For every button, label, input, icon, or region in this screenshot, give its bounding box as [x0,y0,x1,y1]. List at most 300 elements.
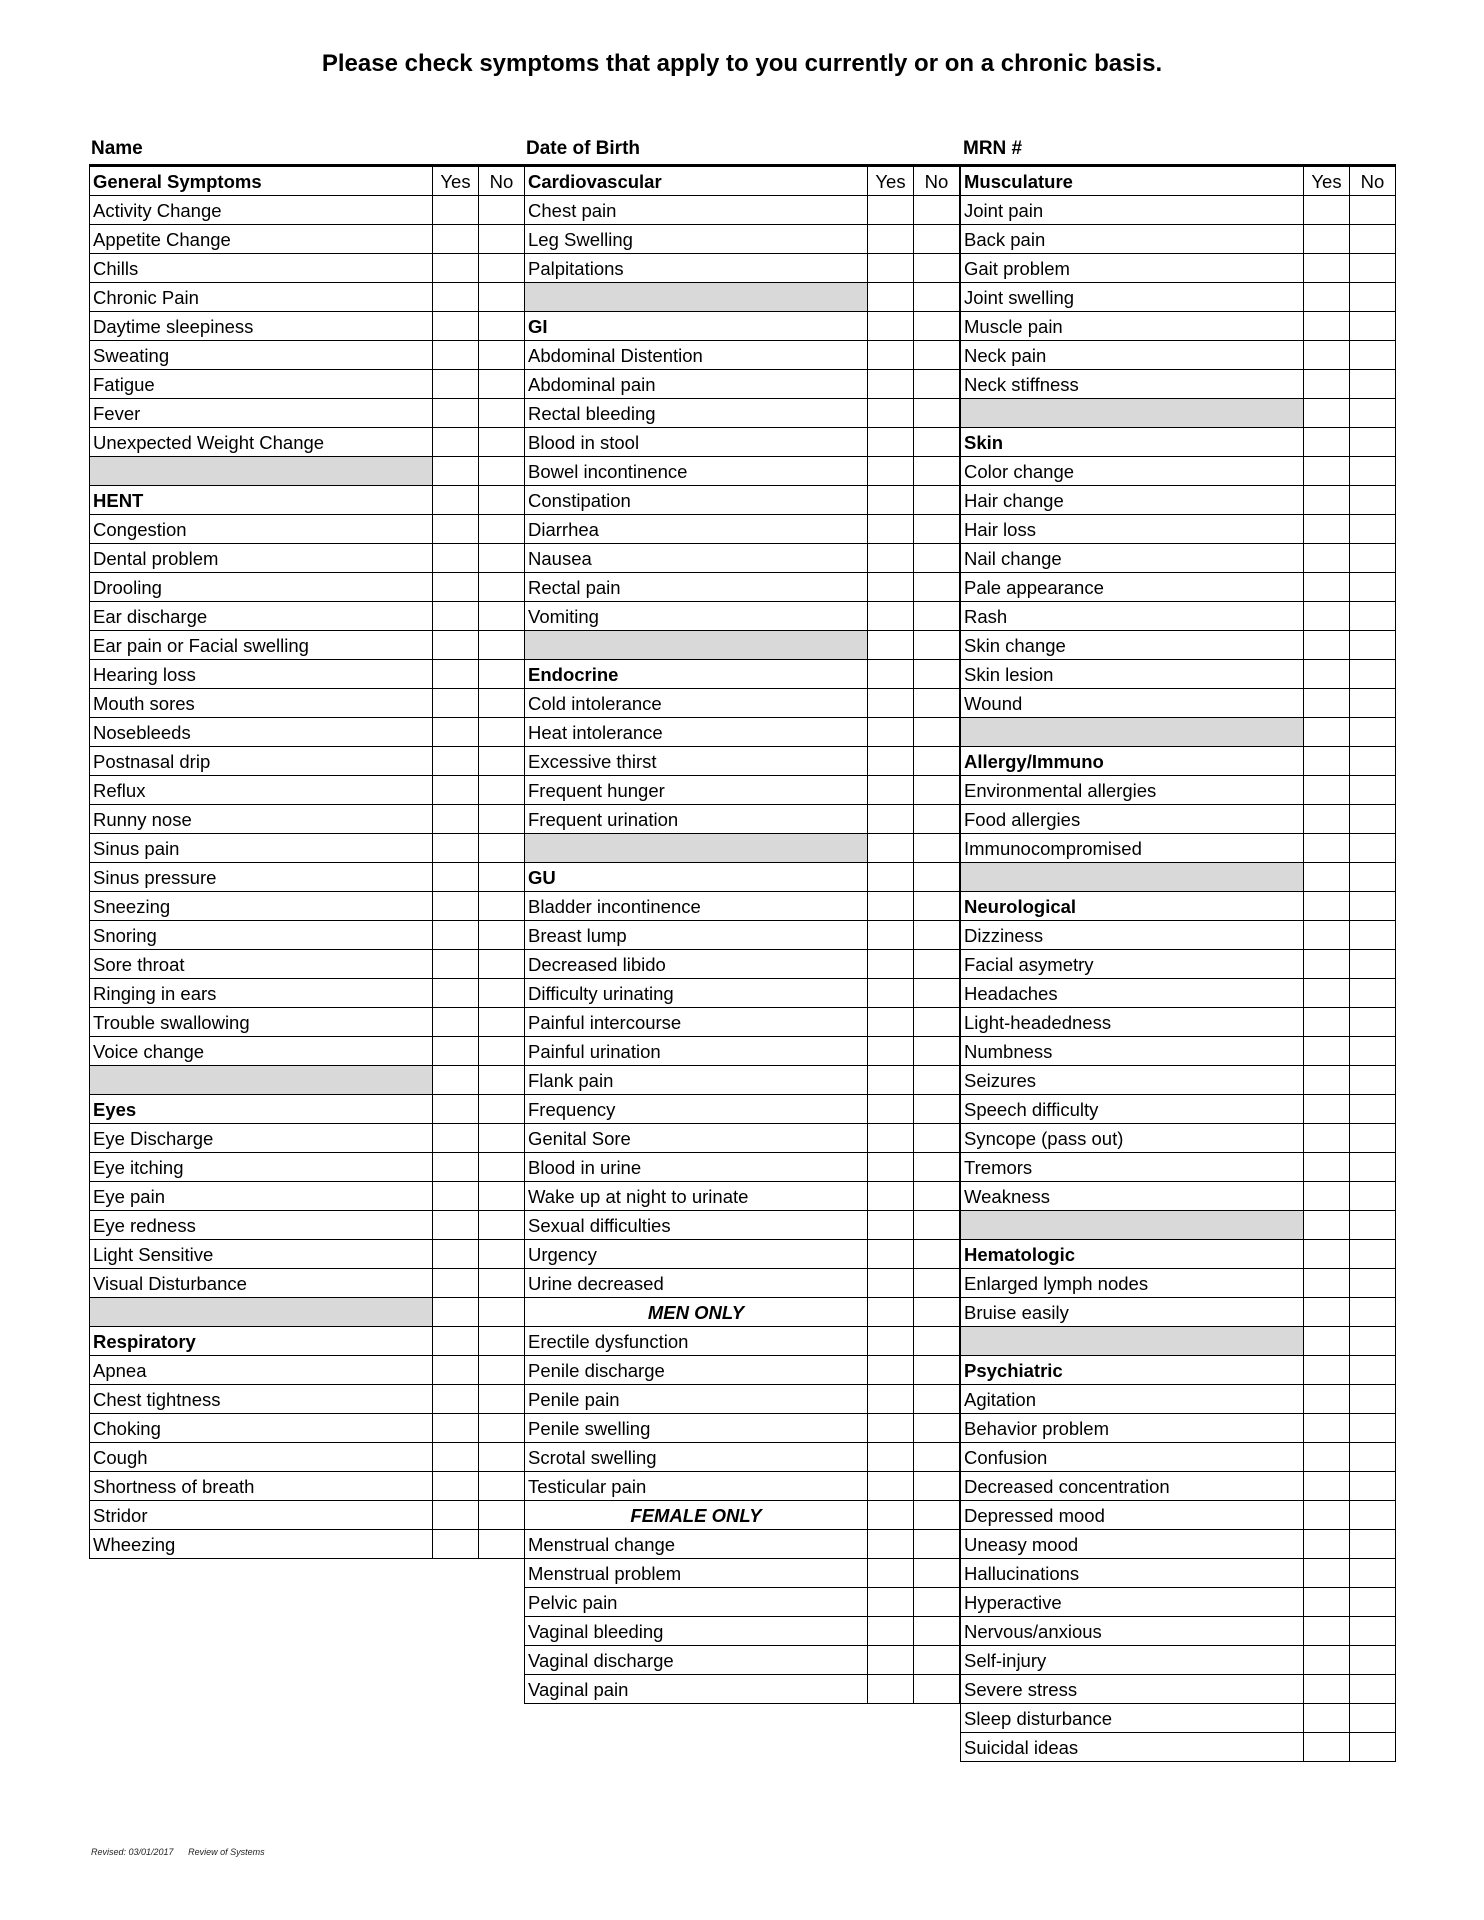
yes-checkbox-wake-up-at-night-to-urinate[interactable] [868,1182,914,1211]
no-checkbox-sinus-pain[interactable] [479,834,525,863]
no-checkbox-back-pain[interactable] [1350,225,1396,254]
symptom-label-ringing-in-ears: Ringing in ears [90,979,433,1008]
no-checkbox-appetite-change[interactable] [479,225,525,254]
yes-checkbox-nosebleeds[interactable] [433,718,479,747]
no-checkbox-blank [914,283,960,312]
no-checkbox-hair-change[interactable] [1350,486,1396,515]
yes-checkbox-chest-pain[interactable] [868,196,914,225]
no-checkbox-agitation[interactable] [1350,1385,1396,1414]
no-checkbox-depressed-mood[interactable] [1350,1501,1396,1530]
yes-checkbox-sore-throat[interactable] [433,950,479,979]
no-checkbox-heat-intolerance[interactable] [914,718,960,747]
no-checkbox-voice-change[interactable] [479,1037,525,1066]
no-checkbox-eye-itching[interactable] [479,1153,525,1182]
yes-header: Yes [1304,166,1350,196]
yes-checkbox-dental-problem[interactable] [433,544,479,573]
yes-checkbox-fever[interactable] [433,399,479,428]
no-checkbox-flank-pain[interactable] [914,1066,960,1095]
no-checkbox-palpitations[interactable] [914,254,960,283]
yes-checkbox-sinus-pain[interactable] [433,834,479,863]
yes-checkbox-eye-pain[interactable] [433,1182,479,1211]
yes-checkbox-vaginal-bleeding[interactable] [868,1617,914,1646]
yes-checkbox-agitation[interactable] [1304,1385,1350,1414]
yes-checkbox-dizziness[interactable] [1304,921,1350,950]
yes-checkbox-chronic-pain[interactable] [433,283,479,312]
yes-checkbox-color-change[interactable] [1304,457,1350,486]
yes-checkbox-snoring[interactable] [433,921,479,950]
no-checkbox-rectal-bleeding[interactable] [914,399,960,428]
yes-checkbox-light-sensitive[interactable] [433,1240,479,1269]
no-checkbox-visual-disturbance[interactable] [479,1269,525,1298]
yes-checkbox-vomiting[interactable] [868,602,914,631]
yes-checkbox-reflux[interactable] [433,776,479,805]
no-checkbox-behavior-problem[interactable] [1350,1414,1396,1443]
no-checkbox-light-headedness[interactable] [1350,1008,1396,1037]
no-checkbox-chronic-pain[interactable] [479,283,525,312]
no-checkbox-menstrual-problem[interactable] [914,1559,960,1588]
no-checkbox-cold-intolerance[interactable] [914,689,960,718]
no-checkbox-abdominal-pain[interactable] [914,370,960,399]
no-checkbox-light-sensitive[interactable] [479,1240,525,1269]
no-checkbox-chest-tightness[interactable] [479,1385,525,1414]
yes-checkbox-appetite-change[interactable] [433,225,479,254]
no-checkbox-frequent-hunger[interactable] [914,776,960,805]
no-checkbox-eye-redness[interactable] [479,1211,525,1240]
symptom-label-chest-tightness: Chest tightness [90,1385,433,1414]
no-checkbox-nosebleeds[interactable] [479,718,525,747]
yes-checkbox-constipation[interactable] [868,486,914,515]
yes-checkbox-vaginal-pain[interactable] [868,1675,914,1704]
no-checkbox-shortness-of-breath[interactable] [479,1472,525,1501]
yes-checkbox-neck-stiffness[interactable] [1304,370,1350,399]
yes-checkbox-tremors[interactable] [1304,1153,1350,1182]
no-checkbox-chest-pain[interactable] [914,196,960,225]
no-checkbox-sweating[interactable] [479,341,525,370]
yes-checkbox-difficulty-urinating[interactable] [868,979,914,1008]
no-checkbox-stridor[interactable] [479,1501,525,1530]
no-checkbox-painful-urination[interactable] [914,1037,960,1066]
yes-checkbox-daytime-sleepiness[interactable] [433,312,479,341]
yes-checkbox-blood-in-urine[interactable] [868,1153,914,1182]
no-checkbox-constipation[interactable] [914,486,960,515]
yes-checkbox-penile-discharge[interactable] [868,1356,914,1385]
yes-checkbox-visual-disturbance[interactable] [433,1269,479,1298]
yes-checkbox-unexpected-weight-change[interactable] [433,428,479,457]
yes-checkbox-weakness[interactable] [1304,1182,1350,1211]
yes-checkbox-light-headedness[interactable] [1304,1008,1350,1037]
yes-checkbox-frequent-hunger[interactable] [868,776,914,805]
yes-checkbox-behavior-problem[interactable] [1304,1414,1350,1443]
symptom-label-sneezing: Sneezing [90,892,433,921]
yes-checkbox-sexual-difficulties[interactable] [868,1211,914,1240]
no-checkbox-neck-pain[interactable] [1350,341,1396,370]
yes-checkbox-choking[interactable] [433,1414,479,1443]
yes-checkbox-breast-lump[interactable] [868,921,914,950]
yes-checkbox-penile-swelling[interactable] [868,1414,914,1443]
yes-checkbox-painful-urination[interactable] [868,1037,914,1066]
yes-checkbox-muscle-pain[interactable] [1304,312,1350,341]
no-checkbox-vomiting[interactable] [914,602,960,631]
yes-checkbox-apnea[interactable] [433,1356,479,1385]
yes-checkbox-decreased-concentration[interactable] [1304,1472,1350,1501]
yes-checkbox-chills[interactable] [433,254,479,283]
no-checkbox-nausea[interactable] [914,544,960,573]
no-checkbox-scrotal-swelling[interactable] [914,1443,960,1472]
no-checkbox-unexpected-weight-change[interactable] [479,428,525,457]
symptom-row [90,1385,525,1414]
yes-checkbox-speech-difficulty[interactable] [1304,1095,1350,1124]
yes-checkbox-scrotal-swelling[interactable] [868,1443,914,1472]
no-checkbox-sore-throat[interactable] [479,950,525,979]
yes-checkbox-chest-tightness[interactable] [433,1385,479,1414]
no-checkbox-vaginal-bleeding[interactable] [914,1617,960,1646]
symptom-label-urgency: Urgency [525,1240,868,1269]
symptom-row [90,1037,525,1066]
symptom-label-menstrual-change: Menstrual change [525,1530,868,1559]
yes-checkbox-menstrual-change[interactable] [868,1530,914,1559]
no-checkbox-vaginal-discharge[interactable] [914,1646,960,1675]
no-checkbox-fatigue[interactable] [479,370,525,399]
yes-checkbox-men-only [868,1298,914,1327]
no-checkbox-choking[interactable] [479,1414,525,1443]
yes-checkbox-voice-change[interactable] [433,1037,479,1066]
no-checkbox-blank [1350,718,1396,747]
yes-checkbox-decreased-libido[interactable] [868,950,914,979]
no-checkbox-sinus-pressure[interactable] [479,863,525,892]
yes-checkbox-genital-sore[interactable] [868,1124,914,1153]
no-checkbox-excessive-thirst[interactable] [914,747,960,776]
no-checkbox-runny-nose[interactable] [479,805,525,834]
yes-checkbox-hyperactive[interactable] [1304,1588,1350,1617]
yes-checkbox-skin [1304,428,1350,457]
yes-checkbox-urgency[interactable] [868,1240,914,1269]
no-checkbox-painful-intercourse[interactable] [914,1008,960,1037]
yes-checkbox-bowel-incontinence[interactable] [868,457,914,486]
no-checkbox-wound[interactable] [1350,689,1396,718]
no-checkbox-wheezing[interactable] [479,1530,525,1559]
symptom-row [90,312,525,341]
symptom-row [525,486,960,515]
yes-checkbox-eye-itching[interactable] [433,1153,479,1182]
symptom-label-cough: Cough [90,1443,433,1472]
no-checkbox-gait-problem[interactable] [1350,254,1396,283]
no-checkbox-weakness[interactable] [1350,1182,1396,1211]
spacer-cell [90,457,433,486]
yes-checkbox-food-allergies[interactable] [1304,805,1350,834]
yes-checkbox-heat-intolerance[interactable] [868,718,914,747]
no-checkbox-cough[interactable] [479,1443,525,1472]
no-checkbox-bowel-incontinence[interactable] [914,457,960,486]
no-checkbox-hyperactive[interactable] [1350,1588,1396,1617]
no-checkbox-urine-decreased[interactable] [914,1269,960,1298]
yes-checkbox-sleep-disturbance[interactable] [1304,1704,1350,1733]
yes-checkbox-gait-problem[interactable] [1304,254,1350,283]
no-checkbox-wake-up-at-night-to-urinate[interactable] [914,1182,960,1211]
no-checkbox-blood-in-stool[interactable] [914,428,960,457]
no-checkbox-menstrual-change[interactable] [914,1530,960,1559]
no-checkbox-confusion[interactable] [1350,1443,1396,1472]
yes-checkbox-numbness[interactable] [1304,1037,1350,1066]
symptom-row [961,1298,1396,1327]
yes-checkbox-postnasal-drip[interactable] [433,747,479,776]
no-checkbox-breast-lump[interactable] [914,921,960,950]
no-checkbox-seizures[interactable] [1350,1066,1396,1095]
symptom-row [961,1704,1396,1733]
yes-checkbox-pelvic-pain[interactable] [868,1588,914,1617]
symptom-row [961,1675,1396,1704]
no-checkbox-abdominal-distention[interactable] [914,341,960,370]
yes-checkbox-erectile-dysfunction[interactable] [868,1327,914,1356]
yes-checkbox-back-pain[interactable] [1304,225,1350,254]
yes-checkbox-penile-pain[interactable] [868,1385,914,1414]
no-checkbox-rectal-pain[interactable] [914,573,960,602]
yes-checkbox-painful-intercourse[interactable] [868,1008,914,1037]
no-checkbox-frequent-urination[interactable] [914,805,960,834]
no-checkbox-nail-change[interactable] [1350,544,1396,573]
no-checkbox-sleep-disturbance[interactable] [1350,1704,1396,1733]
yes-checkbox-leg-swelling[interactable] [868,225,914,254]
no-checkbox-facial-asymetry[interactable] [1350,950,1396,979]
no-checkbox-joint-swelling[interactable] [1350,283,1396,312]
yes-checkbox-eye-discharge[interactable] [433,1124,479,1153]
yes-checkbox-bruise-easily[interactable] [1304,1298,1350,1327]
no-checkbox-chills[interactable] [479,254,525,283]
symptom-label-numbness: Numbness [961,1037,1304,1066]
yes-checkbox-environmental-allergies[interactable] [1304,776,1350,805]
no-checkbox-ringing-in-ears[interactable] [479,979,525,1008]
no-checkbox-environmental-allergies[interactable] [1350,776,1396,805]
yes-checkbox-fatigue[interactable] [433,370,479,399]
yes-checkbox-joint-swelling[interactable] [1304,283,1350,312]
yes-checkbox-skin-change[interactable] [1304,631,1350,660]
yes-checkbox-congestion[interactable] [433,515,479,544]
yes-checkbox-mouth-sores[interactable] [433,689,479,718]
yes-checkbox-vaginal-discharge[interactable] [868,1646,914,1675]
no-checkbox-joint-pain[interactable] [1350,196,1396,225]
yes-checkbox-immunocompromised[interactable] [1304,834,1350,863]
yes-checkbox-sweating[interactable] [433,341,479,370]
yes-checkbox-skin-lesion[interactable] [1304,660,1350,689]
symptom-label-frequent-hunger: Frequent hunger [525,776,868,805]
no-checkbox-fever[interactable] [479,399,525,428]
no-checkbox-penile-pain[interactable] [914,1385,960,1414]
no-checkbox-blood-in-urine[interactable] [914,1153,960,1182]
no-checkbox-trouble-swallowing[interactable] [479,1008,525,1037]
no-checkbox-syncope-pass-out[interactable] [1350,1124,1396,1153]
no-checkbox-pale-appearance[interactable] [1350,573,1396,602]
no-checkbox-suicidal-ideas[interactable] [1350,1733,1396,1762]
yes-checkbox-trouble-swallowing[interactable] [433,1008,479,1037]
no-checkbox-hallucinations[interactable] [1350,1559,1396,1588]
section-heading-row [961,747,1396,776]
yes-checkbox-eye-redness[interactable] [433,1211,479,1240]
no-checkbox-eye-pain[interactable] [479,1182,525,1211]
yes-checkbox-rectal-pain[interactable] [868,573,914,602]
yes-checkbox-abdominal-distention[interactable] [868,341,914,370]
symptom-row [90,979,525,1008]
section-heading-row [961,892,1396,921]
symptom-label-wake-up-at-night-to-urinate: Wake up at night to urinate [525,1182,868,1211]
yes-checkbox-blood-in-stool[interactable] [868,428,914,457]
no-checkbox-mouth-sores[interactable] [479,689,525,718]
symptom-row [525,544,960,573]
yes-checkbox-excessive-thirst[interactable] [868,747,914,776]
yes-checkbox-uneasy-mood[interactable] [1304,1530,1350,1559]
no-checkbox-self-injury[interactable] [1350,1646,1396,1675]
yes-checkbox-sinus-pressure[interactable] [433,863,479,892]
symptom-label-weakness: Weakness [961,1182,1304,1211]
yes-checkbox-ringing-in-ears[interactable] [433,979,479,1008]
yes-checkbox-bladder-incontinence[interactable] [868,892,914,921]
yes-checkbox-ear-discharge[interactable] [433,602,479,631]
no-checkbox-frequency[interactable] [914,1095,960,1124]
yes-checkbox-seizures[interactable] [1304,1066,1350,1095]
no-checkbox-food-allergies[interactable] [1350,805,1396,834]
yes-checkbox-gu [868,863,914,892]
symptom-row [90,863,525,892]
yes-checkbox-activity-change[interactable] [433,196,479,225]
symptom-label-color-change: Color change [961,457,1304,486]
no-checkbox-penile-swelling[interactable] [914,1414,960,1443]
yes-checkbox-suicidal-ideas[interactable] [1304,1733,1350,1762]
no-checkbox-tremors[interactable] [1350,1153,1396,1182]
no-checkbox-hearing-loss[interactable] [479,660,525,689]
no-checkbox-reflux[interactable] [479,776,525,805]
yes-checkbox-hallucinations[interactable] [1304,1559,1350,1588]
yes-checkbox-palpitations[interactable] [868,254,914,283]
no-checkbox-speech-difficulty[interactable] [1350,1095,1396,1124]
yes-checkbox-frequency[interactable] [868,1095,914,1124]
no-checkbox-penile-discharge[interactable] [914,1356,960,1385]
yes-checkbox-syncope-pass-out[interactable] [1304,1124,1350,1153]
yes-checkbox-nervous-anxious[interactable] [1304,1617,1350,1646]
no-checkbox-bladder-incontinence[interactable] [914,892,960,921]
no-checkbox-difficulty-urinating[interactable] [914,979,960,1008]
yes-checkbox-blank [433,1298,479,1327]
yes-checkbox-joint-pain[interactable] [1304,196,1350,225]
yes-checkbox-testicular-pain[interactable] [868,1472,914,1501]
no-checkbox-diarrhea[interactable] [914,515,960,544]
yes-checkbox-nail-change[interactable] [1304,544,1350,573]
yes-checkbox-urine-decreased[interactable] [868,1269,914,1298]
no-checkbox-decreased-concentration[interactable] [1350,1472,1396,1501]
yes-checkbox-frequent-urination[interactable] [868,805,914,834]
no-checkbox-snoring[interactable] [479,921,525,950]
yes-checkbox-hearing-loss[interactable] [433,660,479,689]
no-checkbox-decreased-libido[interactable] [914,950,960,979]
no-checkbox-postnasal-drip[interactable] [479,747,525,776]
yes-checkbox-cough[interactable] [433,1443,479,1472]
no-checkbox-severe-stress[interactable] [1350,1675,1396,1704]
no-checkbox-hair-loss[interactable] [1350,515,1396,544]
yes-checkbox-rash[interactable] [1304,602,1350,631]
symptom-label-rectal-bleeding: Rectal bleeding [525,399,868,428]
yes-checkbox-rectal-bleeding[interactable] [868,399,914,428]
no-checkbox-immunocompromised[interactable] [1350,834,1396,863]
no-checkbox-ear-discharge[interactable] [479,602,525,631]
spacer-cell [525,283,868,312]
no-checkbox-headaches[interactable] [1350,979,1396,1008]
no-checkbox-vaginal-pain[interactable] [914,1675,960,1704]
no-checkbox-erectile-dysfunction[interactable] [914,1327,960,1356]
symptom-row [961,1008,1396,1037]
no-checkbox-gi [914,312,960,341]
yes-checkbox-enlarged-lymph-nodes[interactable] [1304,1269,1350,1298]
no-checkbox-testicular-pain[interactable] [914,1472,960,1501]
no-checkbox-leg-swelling[interactable] [914,225,960,254]
no-checkbox-dizziness[interactable] [1350,921,1396,950]
no-checkbox-urgency[interactable] [914,1240,960,1269]
no-checkbox-enlarged-lymph-nodes[interactable] [1350,1269,1396,1298]
yes-checkbox-self-injury[interactable] [1304,1646,1350,1675]
no-checkbox-dental-problem[interactable] [479,544,525,573]
no-checkbox-muscle-pain[interactable] [1350,312,1396,341]
no-checkbox-bruise-easily[interactable] [1350,1298,1396,1327]
no-checkbox-eye-discharge[interactable] [479,1124,525,1153]
no-checkbox-skin-change[interactable] [1350,631,1396,660]
no-checkbox-congestion[interactable] [479,515,525,544]
no-checkbox-uneasy-mood[interactable] [1350,1530,1396,1559]
yes-checkbox-hair-loss[interactable] [1304,515,1350,544]
no-checkbox-neck-stiffness[interactable] [1350,370,1396,399]
symptom-label-back-pain: Back pain [961,225,1304,254]
symptom-label-frequency: Frequency [525,1095,868,1124]
yes-checkbox-diarrhea[interactable] [868,515,914,544]
no-checkbox-genital-sore[interactable] [914,1124,960,1153]
yes-checkbox-depressed-mood[interactable] [1304,1501,1350,1530]
yes-checkbox-pale-appearance[interactable] [1304,573,1350,602]
no-checkbox-color-change[interactable] [1350,457,1396,486]
no-checkbox-ear-pain-or-facial-swelling[interactable] [479,631,525,660]
yes-checkbox-flank-pain[interactable] [868,1066,914,1095]
yes-checkbox-hair-change[interactable] [1304,486,1350,515]
yes-checkbox-nausea[interactable] [868,544,914,573]
yes-checkbox-sneezing[interactable] [433,892,479,921]
symptom-label-excessive-thirst: Excessive thirst [525,747,868,776]
yes-checkbox-cold-intolerance[interactable] [868,689,914,718]
yes-checkbox-facial-asymetry[interactable] [1304,950,1350,979]
no-checkbox-activity-change[interactable] [479,196,525,225]
yes-checkbox-confusion[interactable] [1304,1443,1350,1472]
no-checkbox-numbness[interactable] [1350,1037,1396,1066]
yes-checkbox-runny-nose[interactable] [433,805,479,834]
yes-checkbox-headaches[interactable] [1304,979,1350,1008]
yes-checkbox-ear-pain-or-facial-swelling[interactable] [433,631,479,660]
yes-checkbox-menstrual-problem[interactable] [868,1559,914,1588]
symptom-row [90,1153,525,1182]
no-checkbox-drooling[interactable] [479,573,525,602]
no-checkbox-skin-lesion[interactable] [1350,660,1396,689]
yes-checkbox-severe-stress[interactable] [1304,1675,1350,1704]
symptom-row [961,312,1396,341]
yes-checkbox-shortness-of-breath[interactable] [433,1472,479,1501]
yes-checkbox-wound[interactable] [1304,689,1350,718]
no-checkbox-apnea[interactable] [479,1356,525,1385]
symptom-row [90,1211,525,1240]
yes-checkbox-abdominal-pain[interactable] [868,370,914,399]
no-checkbox-sneezing[interactable] [479,892,525,921]
yes-checkbox-drooling[interactable] [433,573,479,602]
no-checkbox-sexual-difficulties[interactable] [914,1211,960,1240]
symptom-row [90,805,525,834]
yes-checkbox-neck-pain[interactable] [1304,341,1350,370]
no-checkbox-daytime-sleepiness[interactable] [479,312,525,341]
no-checkbox-nervous-anxious[interactable] [1350,1617,1396,1646]
yes-checkbox-wheezing[interactable] [433,1530,479,1559]
yes-checkbox-stridor[interactable] [433,1501,479,1530]
no-checkbox-pelvic-pain[interactable] [914,1588,960,1617]
no-checkbox-rash[interactable] [1350,602,1396,631]
